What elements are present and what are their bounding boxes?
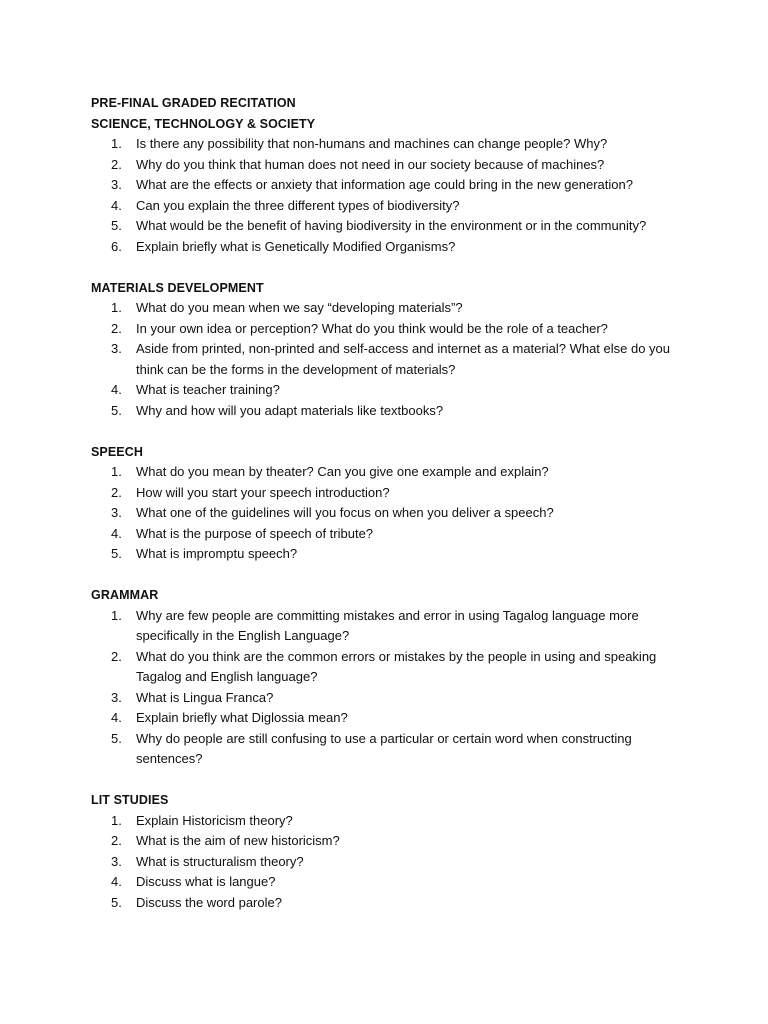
item-text: How will you start your speech introduction? — [136, 484, 390, 500]
section-heading: SCIENCE, TECHNOLOGY & SOCIETY — [91, 116, 316, 131]
list-item — [91, 462, 691, 483]
section-lit-studies — [91, 790, 691, 913]
item-number: 5. — [111, 218, 122, 233]
list-item — [91, 339, 691, 380]
document-title: PRE-FINAL GRADED RECITATION — [91, 96, 296, 110]
list-item — [91, 893, 691, 914]
list-item — [91, 811, 691, 832]
list-item — [91, 729, 691, 770]
list-item — [91, 175, 691, 196]
item-text: What are the effects or anxiety that information age could bring in the new generation? — [136, 177, 633, 192]
item-number: 1. — [111, 607, 122, 623]
item-text: What is the purpose of speech of tribute? — [136, 525, 374, 541]
item-number: 3. — [111, 505, 122, 520]
item-number: 3. — [111, 177, 122, 192]
list-item — [91, 401, 691, 422]
list-item — [91, 688, 691, 709]
item-text: What would be the benefit of having biodiversity in the environment or in the community? — [136, 218, 647, 233]
list-item — [91, 544, 691, 565]
item-text: What is the aim of new historicism? — [136, 833, 340, 848]
item-text: What is impromptu speech? — [136, 546, 298, 561]
item-text: What do you mean when we say “developing materials”? — [136, 300, 463, 315]
item-number: 4. — [111, 710, 122, 725]
item-number: 6. — [111, 238, 122, 254]
list-item — [91, 155, 691, 176]
item-number: 3. — [111, 853, 122, 869]
list-item — [91, 831, 691, 852]
item-text: Explain briefly what Diglossia mean? — [136, 710, 348, 725]
list-item — [91, 483, 691, 504]
item-number: 1. — [111, 464, 122, 479]
list-item — [91, 524, 691, 545]
section-grammar — [91, 585, 691, 770]
item-number: 2. — [111, 833, 122, 848]
section-heading: LIT STUDIES — [91, 793, 169, 807]
item-text: Discuss what is langue? — [136, 874, 276, 889]
question-list — [91, 134, 691, 257]
question-list — [91, 298, 691, 421]
list-item — [91, 872, 691, 893]
item-number: 2. — [111, 484, 122, 500]
list-item — [91, 380, 691, 401]
item-text: Explain Historicism theory? — [136, 812, 293, 828]
question-list — [91, 606, 691, 770]
list-item — [91, 647, 691, 688]
item-number: 5. — [111, 402, 122, 418]
item-number: 4. — [111, 874, 122, 889]
list-item — [91, 708, 691, 729]
list-item — [91, 503, 691, 524]
item-number: 3. — [111, 341, 122, 356]
document-page — [91, 93, 691, 913]
item-number: 1. — [111, 300, 122, 315]
item-text: Why do you think that human does not need in our society because of machines? — [136, 156, 605, 172]
item-text: Why do people are still confusing to use a particular or certain word when constructing sentences? — [136, 730, 632, 766]
item-text: What is Lingua Franca? — [136, 689, 274, 705]
item-text: Explain briefly what is Genetically Modified Organisms? — [136, 238, 456, 254]
item-text: Why and how will you adapt materials like textbooks? — [136, 402, 444, 418]
list-item — [91, 852, 691, 873]
item-number: 3. — [111, 689, 122, 705]
question-list — [91, 462, 691, 565]
section-speech — [91, 442, 691, 565]
item-number: 2. — [111, 648, 122, 664]
question-list — [91, 811, 691, 914]
item-number: 1. — [111, 812, 122, 828]
section-science-technology-society — [91, 114, 691, 258]
item-number: 1. — [111, 136, 122, 151]
section-heading: MATERIALS DEVELOPMENT — [91, 280, 264, 295]
item-number: 2. — [111, 156, 122, 172]
list-item — [91, 134, 691, 155]
item-text: In your own idea or perception? What do you think would be the role of a teacher? — [136, 320, 608, 336]
item-number: 4. — [111, 197, 122, 213]
list-item — [91, 606, 691, 647]
item-number: 4. — [111, 525, 122, 541]
list-item — [91, 216, 691, 237]
item-number: 4. — [111, 382, 122, 397]
item-text: What is structuralism theory? — [136, 853, 304, 869]
item-text: Why are few people are committing mistakes and error in using Tagalog language more specifically in the English Language? — [136, 607, 639, 643]
item-number: 2. — [111, 320, 122, 336]
item-text: What do you think are the common errors or mistakes by the people in using and speaking Tagalog and English language? — [136, 648, 657, 684]
list-item — [91, 237, 691, 258]
item-text: Discuss the word parole? — [136, 894, 282, 910]
item-text: Aside from printed, non-printed and self-access and internet as a material? What else do you think can be the forms in the development of materials? — [136, 341, 671, 377]
item-text: Can you explain the three different types of biodiversity? — [136, 197, 460, 213]
item-text: Is there any possibility that non-humans and machines can change people? Why? — [136, 136, 608, 151]
section-heading: SPEECH — [91, 444, 144, 459]
list-item — [91, 196, 691, 217]
section-heading: GRAMMAR — [91, 588, 159, 602]
list-item — [91, 319, 691, 340]
item-text: What do you mean by theater? Can you give one example and explain? — [136, 464, 549, 479]
item-number: 5. — [111, 894, 122, 910]
item-number: 5. — [111, 730, 122, 746]
list-item — [91, 298, 691, 319]
item-text: What is teacher training? — [136, 382, 280, 397]
item-number: 5. — [111, 546, 122, 561]
item-text: What one of the guidelines will you focus on when you deliver a speech? — [136, 505, 554, 520]
section-materials-development — [91, 278, 691, 422]
